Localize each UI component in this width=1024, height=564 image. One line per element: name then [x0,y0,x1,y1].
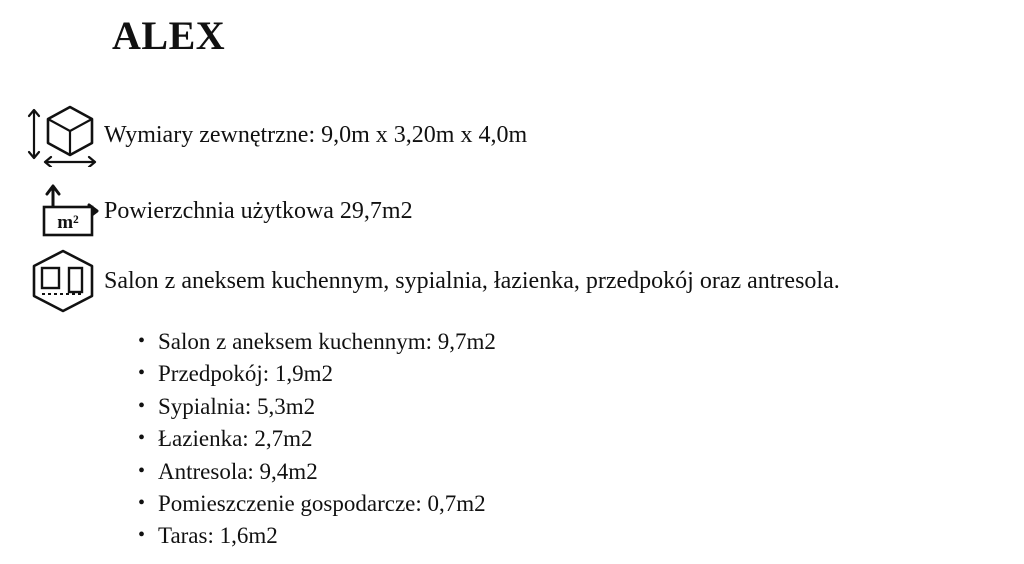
page-title: ALEX [112,13,226,58]
floorplan-cube-icon [22,248,104,314]
cube-dimensions-icon [22,103,104,167]
rooms-list [112,326,496,553]
list-item: • Łazienka: 2,7m2 [138,423,496,455]
svg-text:m²: m² [57,212,79,233]
list-item: • Salon z aneksem kuchennym: 9,7m2 [138,326,496,358]
list-item: • Pomieszczenie gospodarcze: 0,7m2 [138,488,496,520]
list-item: • Antresola: 9,4m2 [138,456,496,488]
feature-rooms-text: Salon z aneksem kuchennym, sypialnia, łazienka, przedpokój oraz antresola. [104,268,840,294]
feature-dimensions-text: Wymiary zewnętrzne: 9,0m x 3,20m x 4,0m [104,122,528,148]
feature-dimensions [22,103,527,167]
square-meters-icon [22,183,104,239]
feature-area-text: Powierzchnia użytkowa 29,7m2 [104,198,413,224]
list-item: • Przedpokój: 1,9m2 [138,358,496,390]
feature-rooms [22,248,840,314]
list-item: • Sypialnia: 5,3m2 [138,391,496,423]
feature-area [22,183,413,239]
list-item: • Taras: 1,6m2 [138,520,496,552]
